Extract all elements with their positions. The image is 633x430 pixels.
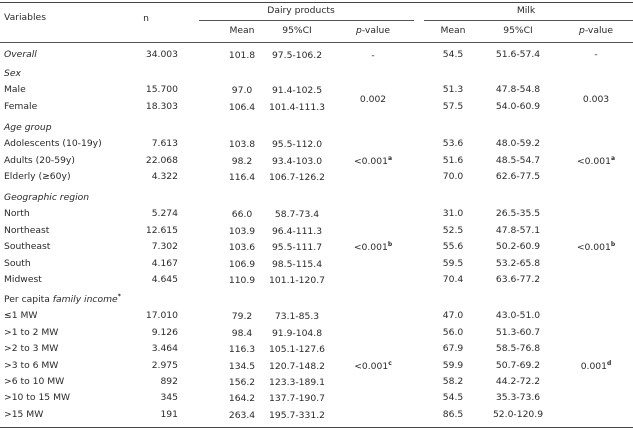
dairy-ci: 58.7-73.4 <box>274 209 320 221</box>
overall-dairy-mean: 101.8 <box>228 50 256 61</box>
header-bottom-rule <box>0 42 633 43</box>
row-label: >15 MW <box>4 408 44 420</box>
milk-mean: 53.6 <box>442 138 464 150</box>
header-milk-ci: 95%CI <box>503 25 533 36</box>
milk-mean: 31.0 <box>442 208 464 220</box>
row-label: ≤1 MW <box>4 310 38 322</box>
milk-ci: 58.5-76.8 <box>495 343 541 355</box>
header-dairy-p-value: p-value <box>355 25 391 36</box>
dairy-mean: 66.0 <box>231 209 253 221</box>
dairy-ci: 105.1-127.6 <box>269 344 325 356</box>
row-label: >10 to 15 MW <box>4 392 71 404</box>
header-variables: Variables <box>4 12 46 23</box>
row-n: 15.700 <box>145 84 178 96</box>
row-label: >6 to 10 MW <box>4 376 65 387</box>
row-n: 3.464 <box>151 343 178 355</box>
row-n: 5.274 <box>151 208 178 220</box>
milk-p-income-footnote-mark: d <box>607 359 612 367</box>
dairy-mean: 103.8 <box>228 139 256 151</box>
milk-ci: 43.0-51.0 <box>495 310 541 322</box>
milk-mean: 54.5 <box>442 392 464 404</box>
milk-mean: 70.4 <box>442 274 464 285</box>
overall-label: Overall <box>4 49 37 60</box>
dairy-ci: 106.7-126.2 <box>269 172 325 184</box>
milk-ci: 54.0-60.9 <box>495 100 541 112</box>
milk-p-region <box>577 242 615 254</box>
dairy-p-sex-value: 0.002 <box>359 93 387 105</box>
row-n: 17.010 <box>145 310 178 322</box>
milk-mean: 57.5 <box>442 100 464 112</box>
income-footnote-mark: * <box>117 292 121 300</box>
group-title-age: Age group <box>4 122 52 133</box>
row-label: Female <box>4 100 38 112</box>
dairy-ci: 91.4-102.5 <box>271 85 323 97</box>
row-label: North <box>4 208 30 220</box>
dairy-mean: 263.4 <box>228 409 256 421</box>
milk-ci: 50.7-69.2 <box>495 359 541 371</box>
dairy-mean: 116.3 <box>228 344 256 356</box>
row-n: 4.322 <box>151 171 178 183</box>
p-italic: p <box>355 25 362 36</box>
row-n: 4.645 <box>151 274 178 285</box>
dairy-mean: 103.9 <box>228 225 256 237</box>
dairy-p-region-value: <0.001 <box>353 242 388 254</box>
row-label: >3 to 6 MW <box>4 359 59 371</box>
dairy-p-age <box>354 156 392 168</box>
overall-dairy-p: - <box>371 50 375 61</box>
milk-mean: 67.9 <box>442 343 464 355</box>
milk-ci: 44.2-72.2 <box>495 376 541 387</box>
dairy-ci: 73.1-85.3 <box>274 311 320 323</box>
dairy-p-income-value: <0.001 <box>354 360 389 372</box>
milk-mean: 58.2 <box>442 376 464 387</box>
dairy-p-income-footnote-mark: c <box>388 359 392 367</box>
row-label: Midwest <box>4 274 42 285</box>
milk-ci: 62.6-77.5 <box>495 171 541 183</box>
row-n: 4.167 <box>151 257 178 269</box>
row-n: 2.975 <box>151 359 178 371</box>
p-italic: p <box>578 25 585 36</box>
group-title-sex: Sex <box>4 68 21 79</box>
milk-p-age-footnote-mark: a <box>610 154 616 162</box>
overall-milk-p: - <box>594 49 598 60</box>
row-label: Adolescents (10-19y) <box>4 138 102 150</box>
row-label: Elderly (≥60y) <box>4 171 71 183</box>
dairy-mean: 103.6 <box>228 242 256 254</box>
header-dairy-products: Dairy products <box>267 5 335 16</box>
milk-mean: 59.9 <box>442 359 464 371</box>
row-n: 191 <box>160 408 178 420</box>
table-top-rule <box>0 2 633 3</box>
milk-mean: 47.0 <box>442 310 464 322</box>
income-title-italic: family income <box>52 294 118 305</box>
header-dairy-rule <box>199 20 414 21</box>
milk-p-region-footnote-mark: b <box>610 241 616 249</box>
header-milk: Milk <box>516 5 536 16</box>
header-n: n <box>143 13 149 24</box>
milk-ci: 53.2-65.8 <box>495 257 541 269</box>
dairy-p-age-value: <0.001 <box>353 155 388 167</box>
row-n: 12.615 <box>145 224 178 236</box>
income-title-plain: Per capita <box>4 294 53 305</box>
row-n: 7.613 <box>151 138 178 150</box>
milk-ci: 48.0-59.2 <box>495 138 541 150</box>
milk-ci: 47.8-57.1 <box>495 224 541 236</box>
row-n: 345 <box>160 392 178 404</box>
dairy-mean: 156.2 <box>228 377 256 388</box>
row-label: Southeast <box>4 241 51 253</box>
row-n: 22.068 <box>145 154 178 166</box>
row-label: Northeast <box>4 224 50 236</box>
dairy-p-income <box>354 361 392 373</box>
milk-p-income <box>581 361 612 373</box>
row-label: >1 to 2 MW <box>4 326 59 338</box>
milk-p-income-value: 0.001 <box>580 360 608 372</box>
row-n: 892 <box>160 376 178 387</box>
dairy-ci: 120.7-148.2 <box>269 360 325 372</box>
row-n: 9.126 <box>151 326 178 338</box>
header-milk-p-value: p-value <box>578 25 614 36</box>
milk-mean: 70.0 <box>442 171 464 183</box>
row-n: 7.302 <box>151 241 178 253</box>
header-dairy-ci: 95%CI <box>282 25 312 36</box>
milk-mean: 56.0 <box>442 326 464 338</box>
dairy-p-region-footnote-mark: b <box>387 241 393 249</box>
milk-ci: 52.0-120.9 <box>492 408 544 420</box>
milk-ci: 51.3-60.7 <box>495 326 541 338</box>
row-label: Male <box>4 84 26 96</box>
milk-p-age-value: <0.001 <box>576 155 611 167</box>
dairy-ci: 195.7-331.2 <box>269 409 325 421</box>
dairy-ci: 98.5-115.4 <box>271 258 323 270</box>
dairy-ci: 91.9-104.8 <box>271 327 323 339</box>
milk-ci: 26.5-35.5 <box>495 208 541 220</box>
table-bottom-rule <box>0 427 633 428</box>
dairy-p-age-footnote-mark: a <box>387 154 393 162</box>
dairy-mean: 106.4 <box>228 101 256 113</box>
dairy-mean: 116.4 <box>228 172 256 184</box>
dairy-ci: 95.5-111.7 <box>271 242 323 254</box>
dairy-p-region <box>354 242 392 254</box>
milk-mean: 59.5 <box>442 257 464 269</box>
milk-ci: 50.2-60.9 <box>495 241 541 253</box>
dairy-mean: 164.2 <box>228 393 256 405</box>
dairy-ci: 137.7-190.7 <box>269 393 325 405</box>
row-n: 18.303 <box>145 100 178 112</box>
row-label: South <box>4 257 31 269</box>
dairy-ci: 101.4-111.3 <box>269 101 325 113</box>
milk-ci: 35.3-73.6 <box>495 392 541 404</box>
dairy-mean: 110.9 <box>228 275 256 286</box>
dairy-p-sex <box>360 94 386 106</box>
milk-mean: 86.5 <box>442 408 464 420</box>
overall-milk-ci: 51.6-57.4 <box>495 49 541 60</box>
overall-milk-mean: 54.5 <box>442 49 464 60</box>
milk-p-age <box>577 156 615 168</box>
dairy-ci: 123.3-189.1 <box>269 377 325 388</box>
dairy-mean: 97.0 <box>231 85 253 97</box>
milk-p-sex <box>583 94 609 106</box>
milk-ci: 48.5-54.7 <box>495 154 541 166</box>
dairy-ci: 95.5-112.0 <box>271 139 323 151</box>
dairy-mean: 98.2 <box>231 155 253 167</box>
milk-mean: 55.6 <box>442 241 464 253</box>
dairy-mean: 134.5 <box>228 360 256 372</box>
dairy-ci: 96.4-111.3 <box>271 225 323 237</box>
group-title-income <box>4 294 121 306</box>
milk-mean: 51.3 <box>442 84 464 96</box>
dairy-mean: 79.2 <box>231 311 253 323</box>
header-dairy-mean: Mean <box>229 25 255 36</box>
dairy-mean: 106.9 <box>228 258 256 270</box>
milk-ci: 63.6-77.2 <box>495 274 541 285</box>
row-label: Adults (20-59y) <box>4 154 75 166</box>
header-milk-rule <box>424 20 633 21</box>
header-milk-mean: Mean <box>440 25 466 36</box>
dairy-ci: 101.1-120.7 <box>269 275 325 286</box>
milk-mean: 51.6 <box>442 154 464 166</box>
dairy-ci: 93.4-103.0 <box>271 155 323 167</box>
overall-n: 34.003 <box>145 49 178 60</box>
dairy-mean: 98.4 <box>231 327 253 339</box>
overall-dairy-ci: 97.5-106.2 <box>271 50 323 61</box>
milk-mean: 52.5 <box>442 224 464 236</box>
milk-p-region-value: <0.001 <box>576 242 611 254</box>
milk-ci: 47.8-54.8 <box>495 84 541 96</box>
milk-p-sex-value: 0.003 <box>582 93 610 105</box>
row-label: >2 to 3 MW <box>4 343 59 355</box>
group-title-region: Geographic region <box>4 192 90 203</box>
